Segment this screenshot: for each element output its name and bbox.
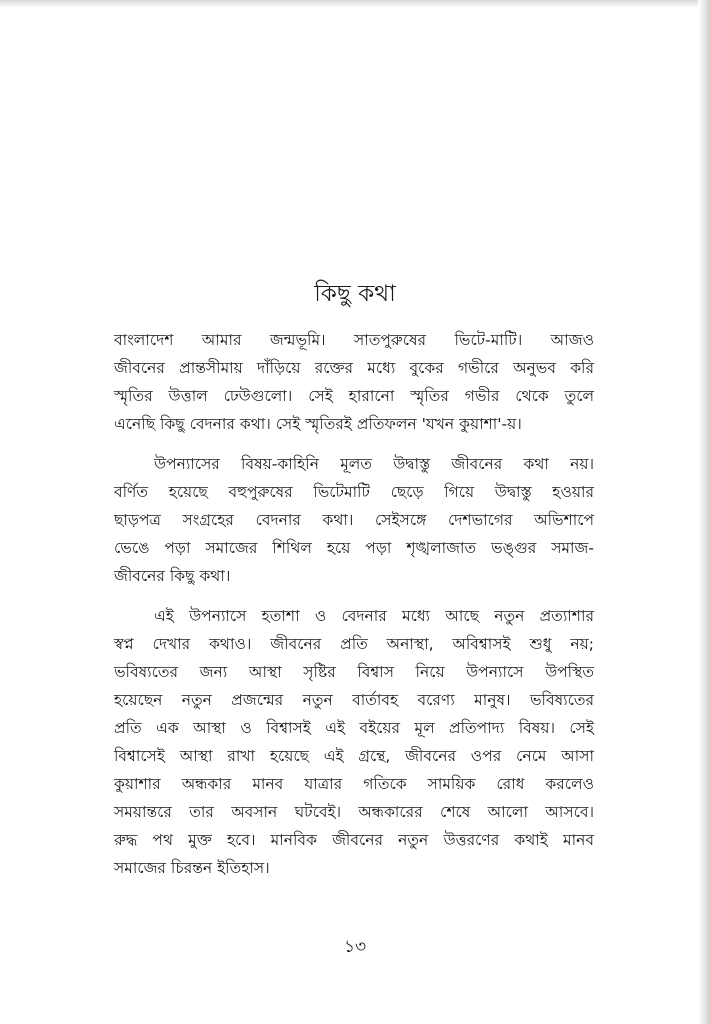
text-line: সমাজের চিরন্তন ইতিহাস। (114, 859, 270, 877)
text-line: বর্ণিত হয়েছে বহুপুরুষের ভিটেমাটি ছেড়ে গিয়ে উদ্বাস্তু হওয়ার (114, 483, 594, 501)
text-line: বিশ্বাসেই আস্থা রাখা হয়েছে এই গ্রন্থে, জীবনের ওপর নেমে আসা (114, 747, 594, 765)
text-line: জীবনের প্রান্তসীমায় দাঁড়িয়ে রক্তের মধ্যে বুকের গভীরে অনুভব করি (114, 359, 594, 377)
text-line: এই উপন্যাসে হতাশা ও বেদনার মধ্যে আছে নতুন প্রত্যাশার (154, 607, 594, 625)
paragraph-1 (114, 326, 594, 438)
text-line: ভেঙে পড়া সমাজের শিথিল হয়ে পড়া শৃঙ্খলাজাত ভঙ্গুর সমাজ- (114, 539, 594, 557)
text-line: ভবিষ্যতের জন্য আস্থা সৃষ্টির বিশ্বাস নিয়ে উপন্যাসে উপস্থিত (114, 663, 594, 681)
page-number: ১৩ (343, 937, 367, 957)
text-line: প্রতি এক আস্থা ও বিশ্বাসই এই বইয়ের মূল প্রতিপাদ্য বিষয়। সেই (114, 719, 594, 737)
text-line: জীবনের কিছু কথা। (114, 567, 231, 585)
body-text (114, 326, 594, 894)
text-line: কুয়াশার অন্ধকার মানব যাত্রার গতিকে সাময়িক রোধ করলেও (114, 775, 594, 793)
text-line: রুদ্ধ পথ মুক্ত হবে। মানবিক জীবনের নতুন উত্তরণের কথাই মানব (114, 831, 594, 849)
text-line: ছাড়পত্র সংগ্রহের বেদনার কথা। সেইসঙ্গে দেশভাগের অভিশাপে (114, 511, 594, 529)
text-line: উপন্যাসের বিষয়-কাহিনি মূলত উদ্বাস্তু জীবনের কথা নয়। (154, 455, 594, 473)
paragraph-3 (114, 602, 594, 882)
text-line: সময়ান্তরে তার অবসান ঘটবেই। অন্ধকারের শেষে আলো আসবে। (114, 803, 594, 821)
text-line: বাংলাদেশ আমার জন্মভূমি। সাতপুরুষের ভিটে-মাটি। আজও (114, 331, 594, 349)
chapter-title: কিছু কথা (314, 281, 396, 308)
paragraph-2 (114, 450, 594, 590)
text-line: স্বপ্ন দেখার কথাও। জীবনের প্রতি অনাস্থা, অবিশ্বাসই শুধু নয়; (114, 635, 594, 653)
text-line: হয়েছেন নতুন প্রজন্মের নতুন বার্তাবহ বরেণ্য মানুষ। ভবিষ্যতের (114, 691, 594, 709)
text-line: এনেছি কিছু বেদনার কথা। সেই স্মৃতিরই প্রতিফলন 'যখন কুয়াশা'-য়। (114, 415, 522, 433)
text-line: স্মৃতির উত্তাল ঢেউগুলো। সেই হারানো স্মৃতির গভীর থেকে তুলে (114, 387, 594, 405)
